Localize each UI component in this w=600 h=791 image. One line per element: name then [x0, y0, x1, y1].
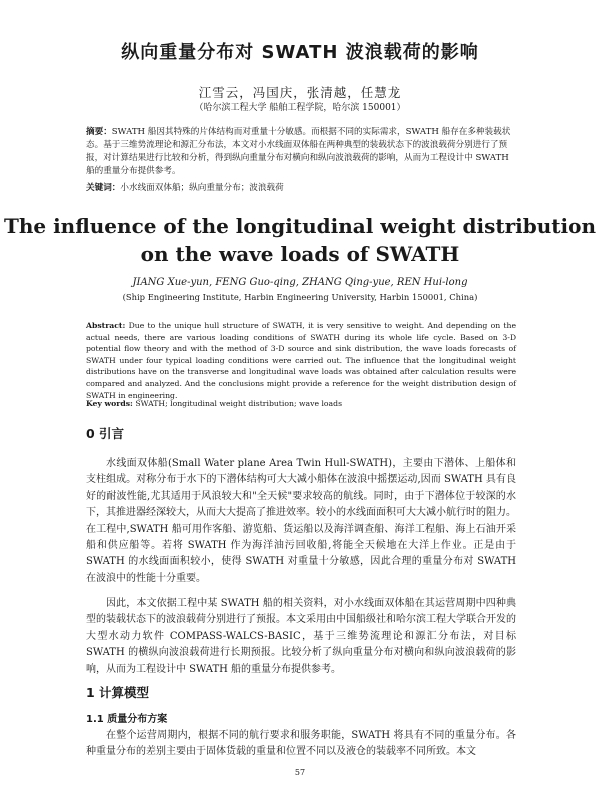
section-1-1-paragraph: 在整个运营周期内，根据不同的航行要求和服务职能，SWATH 将具有不同的重量分布。各种重量分布的差别主要由于固体货载的重量和位置不同以及液仓的装载率不同所致。本文	[86, 730, 516, 758]
chinese-abstract-text: SWATH 船因其特殊的片体结构而对重量十分敏感。而根据不同的实际需求，SWATH 船存在多种装载状态。基于三维势流理论和源汇分布法，本文对小水线面双体船在两种典型的装载状态下的波浪载荷分别进行了预报，对计算结果进行比较和分析，得到纵向重量分布对横向和纵向波浪载荷的影响，从而为工程设计中 SWATH 船的重量分布提供参考。	[86, 127, 511, 176]
english-title	[0, 212, 600, 268]
chinese-affiliation: （哈尔滨工程大学 船舶工程学院，哈尔滨 150001）	[194, 103, 406, 113]
chinese-keywords-label: 关键词：	[86, 183, 121, 193]
english-title-line-2: on the wave loads of SWATH	[140, 242, 460, 266]
chinese-abstract	[86, 126, 516, 178]
section-1-1-heading: 1.1 质量分布方案	[86, 714, 168, 725]
chinese-authors: 江雪云，冯国庆，张清越，任慧龙	[198, 85, 402, 100]
chinese-keywords	[86, 182, 516, 194]
section-0-paragraph-2: 因此，本文依据工程中某 SWATH 船的相关资料，对小水线面双体船在其运营周期中四种典型的装载状态下的波浪载荷分别进行了预报。本文采用由中国船级社和哈尔滨工程大学联合开发的大型水动力软件 COMPASS-WALCS-BASIC，基于三维势流理论和源汇分布法，对目标 SWATH 的横纵向波浪载荷进行长期预报。比较分析了纵向重量分布对横向和纵向波浪载荷的影响，从而为工程设计中 SWATH 船的重量分布提供参考。	[86, 598, 516, 675]
chinese-title: 纵向重量分布对 SWATH 波浪载荷的影响	[121, 42, 479, 63]
page-number: 57	[294, 768, 306, 777]
english-abstract-label: Abstract:	[86, 321, 126, 330]
english-title-line-1: The influence of the longitudinal weight distribution	[3, 214, 597, 238]
english-keywords	[86, 398, 516, 409]
english-affiliation: (Ship Engineering Institute, Harbin Engineering University, Harbin 150001, China)	[122, 292, 478, 302]
english-authors: JIANG Xue-yun, FENG Guo-qing, ZHANG Qing-yue, REN Hui-long	[132, 277, 468, 288]
section-0-paragraph-1: 水线面双体船(Small Water plane Area Twin Hull-SWATH)，主要由下潜体、上船体和支柱组成。对称分布于水下的下潜体结构可大大减小船体在波浪中摇摆运动,因而 SWATH 具有良好的耐波性能,尤其适用于风浪较大和"全天候"要求较高的航线。同时，由于下潜体位于较深的水下，其推进器经深较大，从而大大提高了推进效率。较小的水线面面积可大大减小航行时的阻力。在工程中,SWATH 船可用作客船、游览船、货运船以及海洋调查船、海洋工程船、海上石油开采船和供应船等。若将 SWATH 作为海洋油污回收船,将能全天候地在大洋上作业。正是由于 SWATH 的水线面面积较小，使得 SWATH 对重量十分敏感，因此合理的重量分布对 SWATH 在波浪中的性能十分重要。	[86, 458, 516, 584]
english-abstract	[86, 320, 516, 401]
section-1-heading: 1 计算模型	[86, 685, 150, 700]
chinese-abstract-label: 摘要：	[86, 127, 112, 137]
english-keywords-label: Key words:	[86, 399, 133, 408]
section-0-heading: 0 引言	[86, 426, 125, 441]
chinese-keywords-text: 小水线面双体船；纵向重量分布；波浪载荷	[120, 183, 284, 193]
english-abstract-text: Due to the unique hull structure of SWATH, it is very sensitive to weight. And depending on the actual needs, there are various loading conditions of SWATH during its whole life cycle. Based on 3-D potential flow theory and with the method of 3-D source and sink distribution, the wave loads forecasts of SWATH under four typical loading conditions were carried out. The influence that the longitudinal weight distributions have on the transverse and longitudinal wave loads was obtained after calculation results were compared and analyzed. And the conclusions might provide a reference for the weight distribution design of SWATH in engineering.	[86, 321, 516, 400]
english-keywords-text: SWATH; longitudinal weight distribution; wave loads	[135, 399, 343, 408]
